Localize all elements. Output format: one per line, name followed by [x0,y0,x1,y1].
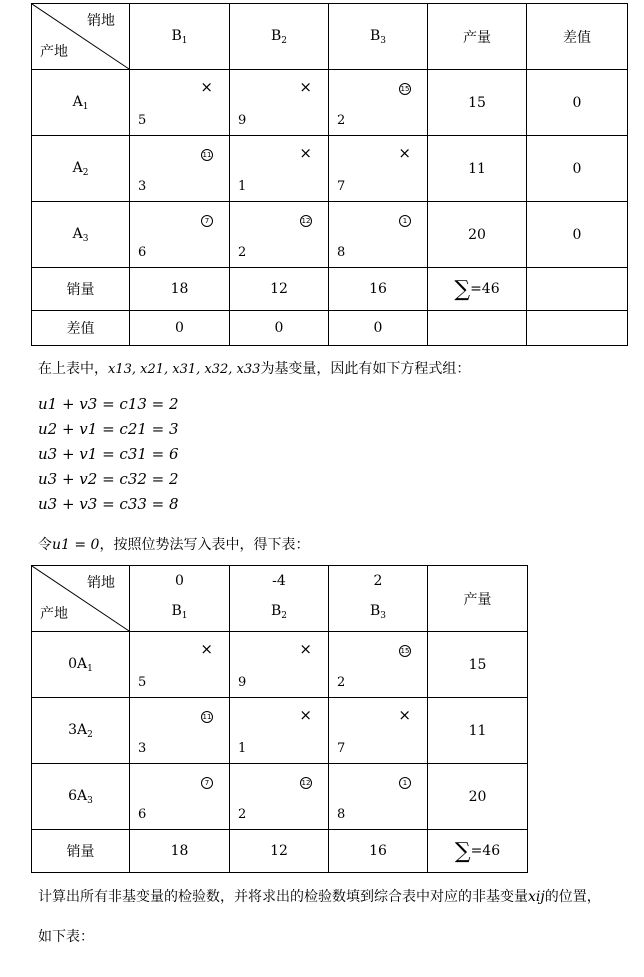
equation: u2 + v1 = c21 = 3 [38,420,179,438]
output-header: 产量 [428,566,528,632]
sales-row [32,830,528,873]
allocation-circle: 11 [202,151,212,159]
cost: 7 [337,741,346,756]
output-value: 11 [428,136,527,202]
diff-row [32,311,628,346]
cell [230,698,329,764]
sales-value: 16 [329,268,428,311]
empty-cell [527,311,628,346]
sales-row [32,268,628,311]
cross-icon: × [398,144,411,162]
col-header-b1: 0 $B_1$ [130,566,230,632]
sigma-icon: ∑ [454,838,471,864]
paragraph-check-numbers: 计算出所有非基变量的检验数，并将求出的检验数填到综合表中对应的非基变量xij的位置， [38,889,601,905]
cell [130,632,230,698]
cell [130,202,230,268]
output-value: 20 [428,764,528,830]
potential-v1: 0 [175,573,184,589]
cost: 3 [138,741,147,756]
col-header-b3: 2 $B_3$ [329,566,428,632]
cost: 1 [238,179,247,194]
output-value: 15 [428,632,528,698]
table-row [32,698,528,764]
output-value: 15 [428,70,527,136]
cost: 9 [238,675,247,690]
row-label-a3: $A_3$ [32,202,130,268]
cell [230,136,329,202]
diff-row-value: 0 [329,311,428,346]
table-row [32,70,628,136]
diff-value: 0 [527,70,628,136]
cross-icon: × [299,640,312,658]
allocation-circle: 11 [202,713,212,721]
output-header: 产量 [428,4,527,70]
cell [329,632,428,698]
cost: 6 [138,807,147,822]
table-row [32,136,628,202]
row-label-a1: $A_1$ [32,70,130,136]
equation: u1 + v3 = c13 = 2 [38,395,179,413]
cell [329,136,428,202]
equation: u3 + v2 = c32 = 2 [38,470,179,488]
cost: 2 [238,245,247,260]
cell [230,764,329,830]
allocation-circle: 12 [301,217,311,225]
cell [329,764,428,830]
cost: 5 [138,675,147,690]
cross-icon: × [398,706,411,724]
cost: 5 [138,113,147,128]
row-label-a1: $0A_1$ [32,632,130,698]
cost: 6 [138,245,147,260]
table-row [32,764,528,830]
cross-icon: × [299,706,312,724]
sales-label: 销量 [32,830,130,873]
cost: 8 [337,807,346,822]
paragraph-as-follows: 如下表： [38,929,94,945]
col-header-b2: $B_2$ [230,4,329,70]
paragraph-basic-vars: 在上表中，x13, x21, x31, x32, x33为基变量，因此有如下方程式组： [38,361,471,377]
cost: 3 [138,179,147,194]
sales-value: 16 [329,830,428,873]
diff-value: 0 [527,202,628,268]
cost: 2 [337,675,346,690]
corner-bottom-label: 产地 [40,606,68,622]
diff-row-value: 0 [130,311,230,346]
cost: 8 [337,245,346,260]
basic-vars: x13, x21, x31, x32, x33 [108,362,261,377]
equation: u3 + v3 = c33 = 8 [38,495,179,513]
sales-value: 18 [130,830,230,873]
allocation-circle: 7 [201,777,213,789]
empty-cell [428,311,527,346]
corner-header [32,566,130,632]
cell [130,698,230,764]
sales-value: 12 [230,830,329,873]
cross-icon: × [200,640,213,658]
row-label-a3: $6A_3$ [32,764,130,830]
cost: 9 [238,113,247,128]
sigma-icon: ∑ [454,276,471,302]
total-cell [428,268,527,311]
empty-cell [527,268,628,311]
table-row [32,632,528,698]
col-header-b1: $B_1$ [130,4,230,70]
diff-value: 0 [527,136,628,202]
cross-icon: × [299,144,312,162]
table-1 [31,3,628,346]
allocation-circle: 1 [399,215,411,227]
table-2 [31,565,528,873]
cost: 1 [238,741,247,756]
cell [230,632,329,698]
corner-top-label: 销地 [87,13,115,29]
cell [230,70,329,136]
corner-top-label: 销地 [87,575,115,591]
potential-v2: -4 [272,573,286,589]
total-value: =46 [470,280,500,297]
cell [130,764,230,830]
sales-label: 销量 [32,268,130,311]
xij-variable: xij [528,889,545,905]
col-header-b2: -4 $B_2$ [230,566,329,632]
cross-icon: × [299,78,312,96]
cell [130,70,230,136]
diff-row-label: 差值 [32,311,130,346]
allocation-circle: 1 [399,777,411,789]
cell [329,70,428,136]
cost: 2 [238,807,247,822]
corner-header [32,4,130,70]
row-label-a2: $3A_2$ [32,698,130,764]
sales-value: 18 [130,268,230,311]
cell [230,202,329,268]
paragraph-set-u1: 令u1 = 0，按照位势法写入表中，得下表： [38,537,310,553]
cost: 2 [337,113,346,128]
allocation-circle: 7 [201,215,213,227]
col-header-b3: $B_3$ [329,4,428,70]
sales-value: 12 [230,268,329,311]
total-value: =46 [470,842,501,859]
u1-expression: u1 = 0 [52,537,100,553]
row-label-a2: $A_2$ [32,136,130,202]
equation: u3 + v1 = c31 = 6 [38,445,179,463]
cell [130,136,230,202]
potential-v3: 2 [373,573,383,589]
cost: 7 [337,179,346,194]
output-value: 20 [428,202,527,268]
cell [329,698,428,764]
table-row [32,202,628,268]
diff-row-value: 0 [230,311,329,346]
allocation-circle: 12 [301,779,311,787]
cell [329,202,428,268]
corner-bottom-label: 产地 [40,44,68,60]
diff-header: 差值 [527,4,628,70]
allocation-circle: 15 [400,647,410,655]
cross-icon: × [200,78,213,96]
output-value: 11 [428,698,528,764]
allocation-circle: 15 [400,85,410,93]
total-cell [428,830,528,873]
